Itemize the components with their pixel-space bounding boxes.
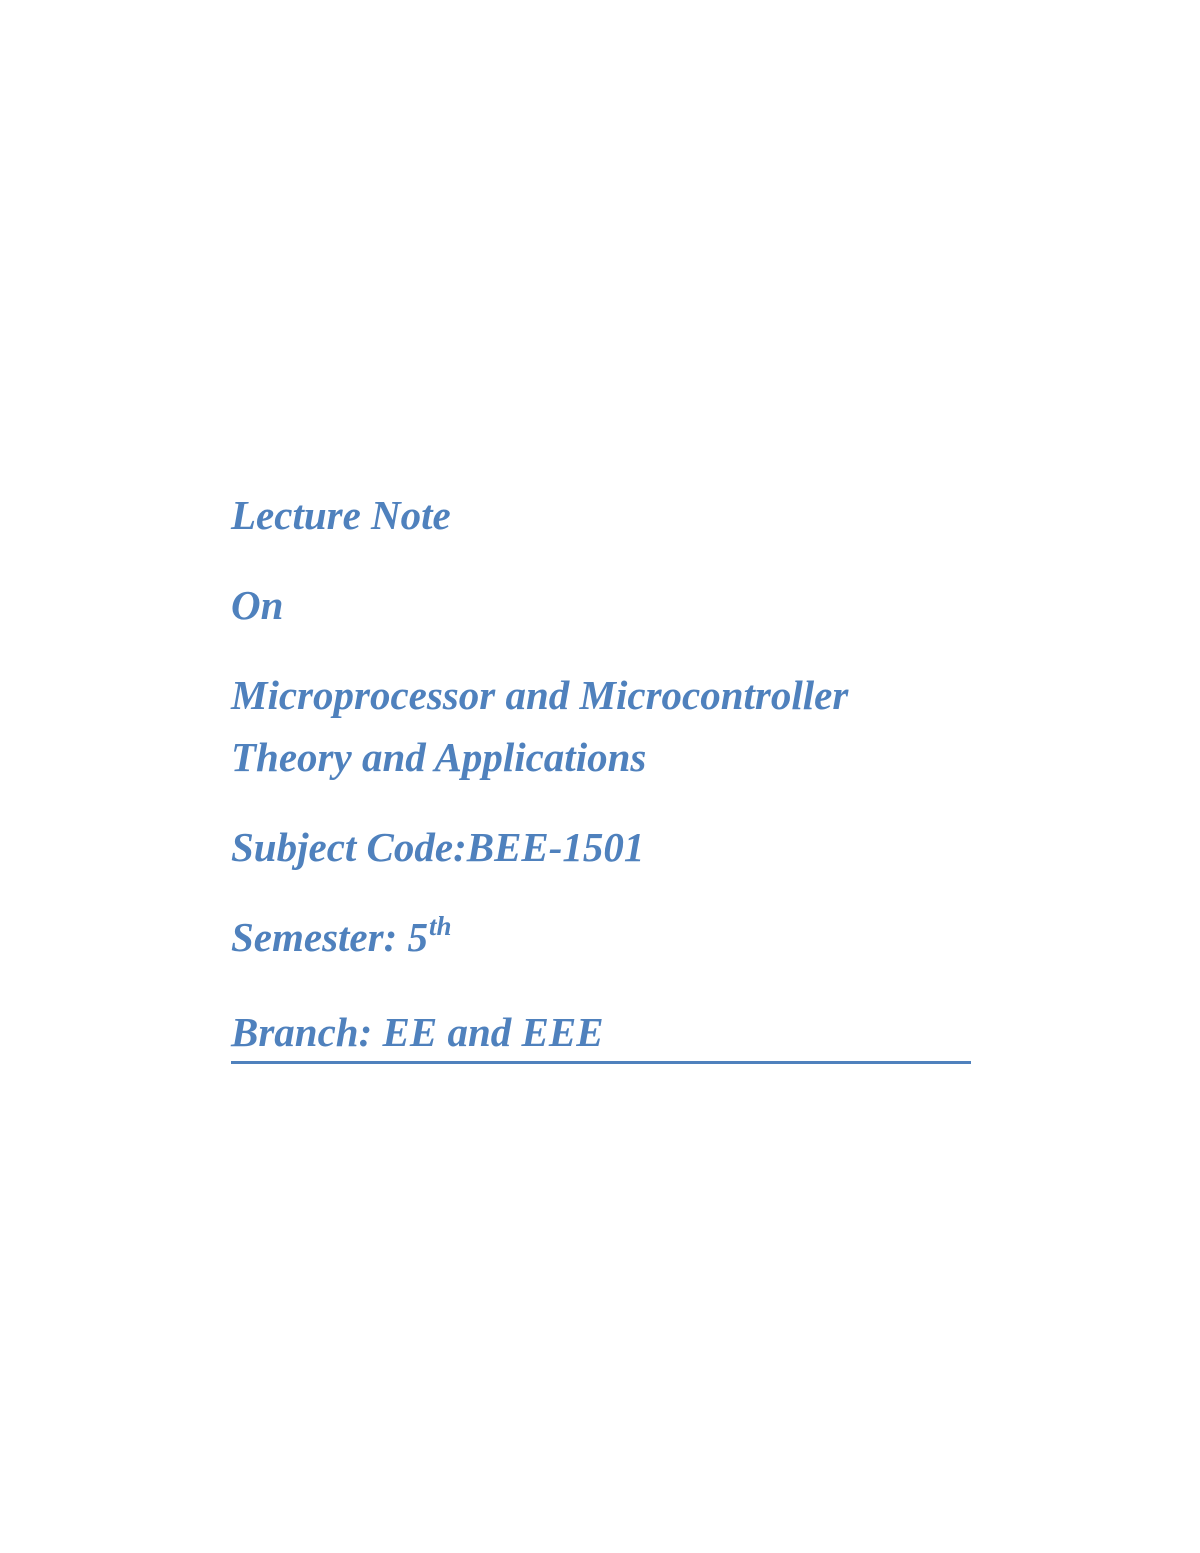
horizontal-rule	[231, 1061, 971, 1064]
semester	[231, 906, 971, 973]
cover-block	[231, 484, 971, 1063]
subject-code: Subject Code:BEE-1501	[231, 824, 645, 870]
semester-label: Semester: 5	[231, 914, 428, 960]
course-title-line-1: Microprocessor and Microcontroller	[231, 672, 849, 718]
course-title-line-2: Theory and Applications	[231, 734, 647, 780]
semester-suffix: th	[429, 911, 452, 941]
branch: Branch: EE and EEE	[231, 1009, 604, 1055]
document-on: On	[231, 582, 284, 628]
document-heading: Lecture Note	[231, 492, 451, 538]
